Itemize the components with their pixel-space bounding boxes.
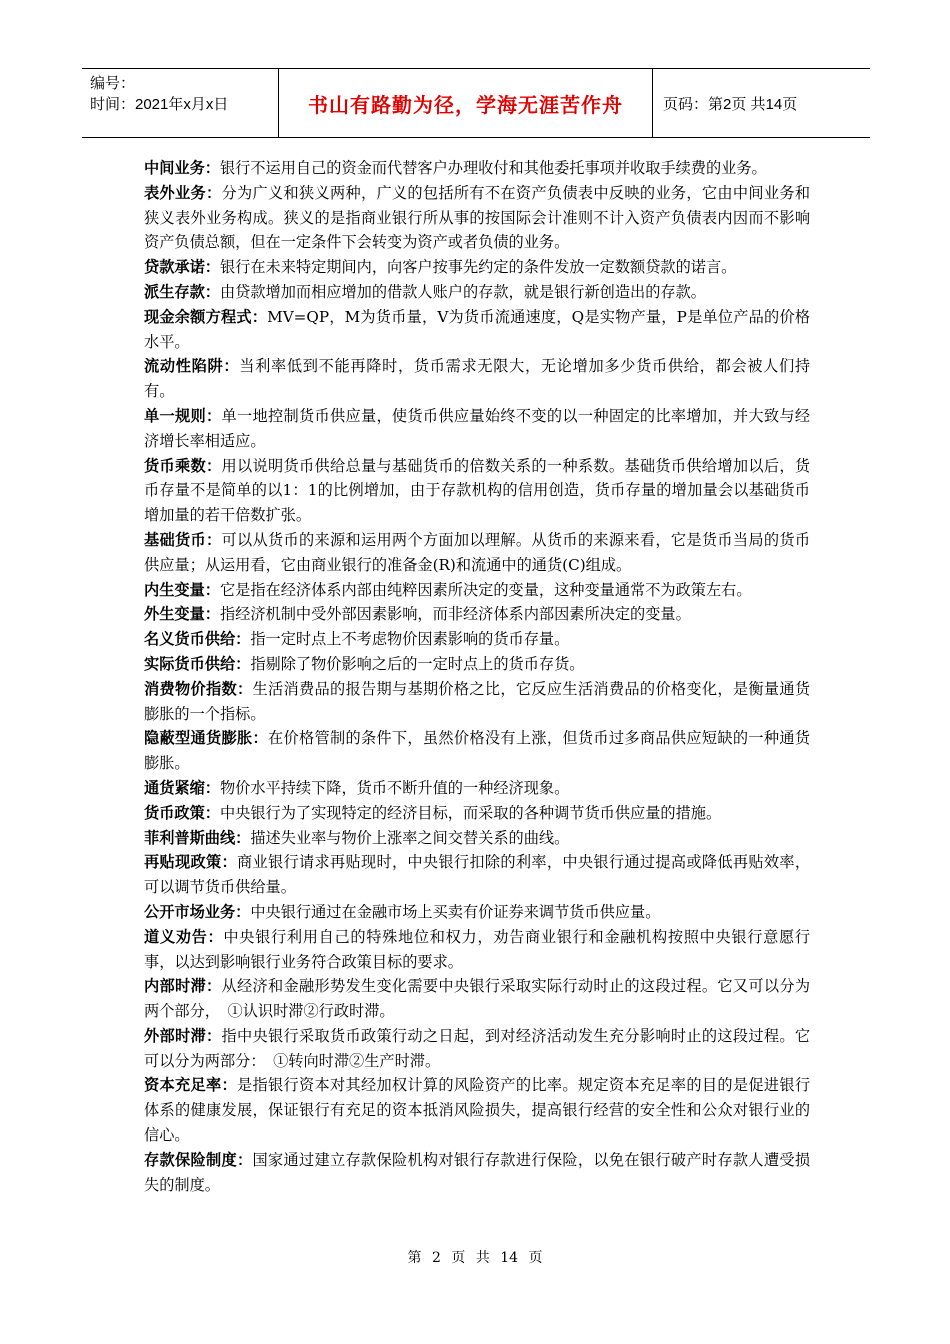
glossary-term: 隐蔽型通货膨胀 [144, 729, 253, 748]
glossary-definition: 分为广义和狭义两种，广义的包括所有不在资产负债表中反映的业务，它由中间业务和狭义表外业务构成。狭义的是指商业银行所从事的按国际会计准则不计入资产负债表内因而不影响资产负债总额，但在一定条件下会转变为资产或者负债的业务。 [144, 183, 811, 252]
document-number-label: 编号： [90, 75, 136, 92]
glossary-definition: 物价水平持续下降，货币不断升值的一种经济现象。 [219, 778, 570, 797]
glossary-definition: 由贷款增加而相应增加的借款人账户的存款，就是银行新创造出的存款。 [219, 282, 706, 301]
glossary-entry [144, 726, 810, 776]
glossary-term: 现金余额方程式 [144, 307, 252, 326]
glossary-definition: 指经济机制中受外部因素影响，而非经济体系内部因素所决定的变量。 [219, 605, 691, 624]
glossary-term: 外生变量 [144, 605, 205, 624]
glossary-term: 存款保险制度 [144, 1150, 237, 1169]
glossary-definition: 从经济和金融形势发生变化需要中央银行采取实际行动时止的这段过程。它又可以分为两个部分， ①认识时滞②行政时滞。 [144, 977, 811, 1021]
glossary-entry [144, 1024, 810, 1074]
glossary-term: 资本充足率 [144, 1076, 222, 1095]
header-meta [82, 69, 279, 137]
glossary-definition: 指中央银行采取货币政策行动之日起，到对经济活动发生充分影响时止的这段过程。它可以分为两部分： ①转向时滞②生产时滞。 [144, 1026, 811, 1070]
glossary-term: 通货紧缩 [144, 778, 205, 797]
term-colon: ： [221, 853, 237, 872]
header-page-label: 页码：第2页 共14页 [663, 95, 798, 113]
glossary-term: 内部时滞 [144, 977, 206, 996]
glossary-term: 公开市场业务 [144, 902, 236, 921]
glossary-entry [144, 1148, 810, 1198]
glossary-entry [144, 826, 810, 851]
glossary-definition: 单一地控制货币供应量，使货币供应量始终不变的以一种固定的比率增加，并大致与经济增长率相适应。 [144, 406, 811, 450]
term-colon: ： [252, 729, 268, 748]
term-colon: ： [235, 828, 251, 847]
glossary-entry [144, 974, 810, 1024]
term-colon: ： [236, 679, 253, 698]
glossary-entry [144, 181, 810, 255]
term-colon: ： [221, 1076, 237, 1095]
glossary-definition: 国家通过建立存款保险机构对银行存款进行保险，以免在银行破产时存款人遭受损失的制度。 [144, 1150, 811, 1194]
glossary-entry [144, 578, 810, 603]
term-colon: ： [223, 357, 240, 376]
glossary-term: 表外业务 [144, 183, 206, 202]
term-colon: ： [204, 282, 220, 301]
glossary-term: 派生存款 [144, 282, 205, 301]
glossary-entry [144, 652, 810, 677]
term-colon: ： [205, 530, 222, 549]
glossary-term: 基础货币 [144, 530, 206, 549]
page-footer: 第 2 页 共 14 页 [407, 1250, 543, 1266]
glossary-entry [144, 677, 810, 727]
glossary-entry [144, 776, 810, 801]
glossary-definition: 中央银行为了实现特定的经济目标，而采取的各种调节货币供应量的措施。 [219, 803, 722, 822]
document-date-label: 时间：2021年x月x日 [90, 96, 229, 113]
term-colon: ： [235, 630, 251, 649]
glossary-term: 内生变量 [144, 580, 205, 599]
term-colon: ： [205, 977, 222, 996]
glossary-term: 贷款承诺 [144, 258, 205, 277]
glossary-definition: 银行不运用自己的资金而代替客户办理收付和其他委托事项并收取手续费的业务。 [219, 159, 767, 177]
glossary-definition: 银行在未来特定期间内，向客户按事先约定的条件发放一定数额贷款的诺言。 [219, 258, 737, 277]
page-header [82, 68, 870, 138]
glossary-definition: 指剔除了物价影响之后的一定时点上的货币存货。 [250, 654, 585, 673]
glossary-term: 消费物价指数 [144, 679, 237, 698]
glossary-term: 再贴现政策 [144, 853, 222, 872]
glossary-definition: 商业银行请求再贴现时，中央银行扣除的利率，中央银行通过提高或降低再贴效率，可以调节货币供给量。 [144, 853, 811, 897]
glossary-entry [144, 1073, 810, 1147]
glossary-definition: 指一定时点上不考虑物价因素影响的货币存量。 [250, 630, 570, 649]
glossary-definition: MV=QP，M为货币量，V为货币流通速度，Q是实物产量，P是单位产品的价格水平。 [144, 307, 811, 351]
glossary-term: 名义货币供给 [144, 630, 236, 649]
glossary-term: 道义劝告 [144, 927, 208, 946]
glossary-entry [144, 925, 810, 975]
glossary-term: 中间业务 [144, 159, 205, 177]
glossary-definition: 在价格管制的条件下，虽然价格没有上涨，但货币过多商品供应短缺的一种通货膨胀。 [144, 729, 811, 773]
glossary-definition: 可以从货币的来源和运用两个方面加以理解。从货币的来源来看，它是货币当局的货币供应量；从运用看，它由商业银行的准备金(R)和流通中的通货(C)组成。 [144, 530, 811, 574]
term-colon: ： [204, 605, 220, 624]
term-colon: ： [204, 803, 220, 822]
term-colon: ： [205, 456, 222, 475]
term-colon: ： [205, 1026, 222, 1045]
glossary-term: 菲利普斯曲线 [144, 828, 236, 847]
glossary-term: 货币政策 [144, 803, 205, 822]
term-colon: ： [205, 183, 222, 202]
glossary-entry [144, 305, 810, 355]
term-colon: ： [235, 902, 251, 921]
glossary-entry [144, 255, 810, 280]
glossary-content [144, 156, 810, 1197]
glossary-term: 流动性陷阱 [144, 357, 224, 376]
glossary-term: 单一规则 [144, 406, 206, 425]
term-colon: ： [204, 778, 220, 797]
glossary-entry [144, 280, 810, 305]
term-colon: ： [235, 654, 251, 673]
term-colon: ： [205, 406, 222, 425]
term-colon: ： [207, 927, 224, 946]
glossary-entry [144, 602, 810, 627]
header-motto: 书山有路勤为径，学海无涯苦作舟 [279, 69, 653, 137]
glossary-entry [144, 900, 810, 925]
glossary-entry [144, 627, 810, 652]
glossary-definition: 生活消费品的报告期与基期价格之比，它反应生活消费品的价格变化，是衡量通货膨胀的一个指标。 [144, 679, 811, 723]
glossary-entry [144, 528, 810, 578]
glossary-definition: 是指银行资本对其经加权计算的风险资产的比率。规定资本充足率的目的是促进银行体系的健康发展，保证银行有充足的资本抵消风险损失，提高银行经营的安全性和公众对银行业的信心。 [144, 1076, 811, 1145]
term-colon: ： [204, 258, 220, 277]
glossary-entry [144, 156, 810, 181]
glossary-term: 外部时滞 [144, 1026, 206, 1045]
glossary-entry [144, 404, 810, 454]
glossary-definition: 用以说明货币供给总量与基础货币的倍数关系的一种系数。基础货币供给增加以后，货币存量不是简单的以1：1的比例增加，由于存款机构的信用创造，货币存量的增加量会以基础货币增加量的若干倍数扩张。 [144, 456, 811, 525]
term-colon: ： [251, 307, 268, 326]
glossary-definition: 中央银行利用自己的特殊地位和权力，劝告商业银行和金融机构按照中央银行意愿行事，以达到影响银行业务符合政策目标的要求。 [144, 927, 811, 971]
glossary-definition: 中央银行通过在金融市场上买卖有价证券来调节货币供应量。 [250, 902, 661, 921]
glossary-definition: 它是指在经济体系内部由纯粹因素所决定的变量，这种变量通常不为政策左右。 [219, 580, 752, 599]
glossary-definition: 描述失业率与物价上涨率之间交替关系的曲线。 [250, 828, 570, 847]
term-colon: ： [204, 580, 220, 599]
glossary-entry [144, 801, 810, 826]
glossary-term: 实际货币供给 [144, 654, 236, 673]
glossary-entry [144, 850, 810, 900]
term-colon: ： [236, 1150, 253, 1169]
glossary-entry [144, 454, 810, 528]
glossary-term: 货币乘数 [144, 456, 206, 475]
glossary-entry [144, 354, 810, 404]
term-colon: ： [204, 159, 220, 177]
glossary-definition: 当利率低到不能再降时，货币需求无限大，无论增加多少货币供给，都会被人们持有。 [144, 357, 811, 401]
